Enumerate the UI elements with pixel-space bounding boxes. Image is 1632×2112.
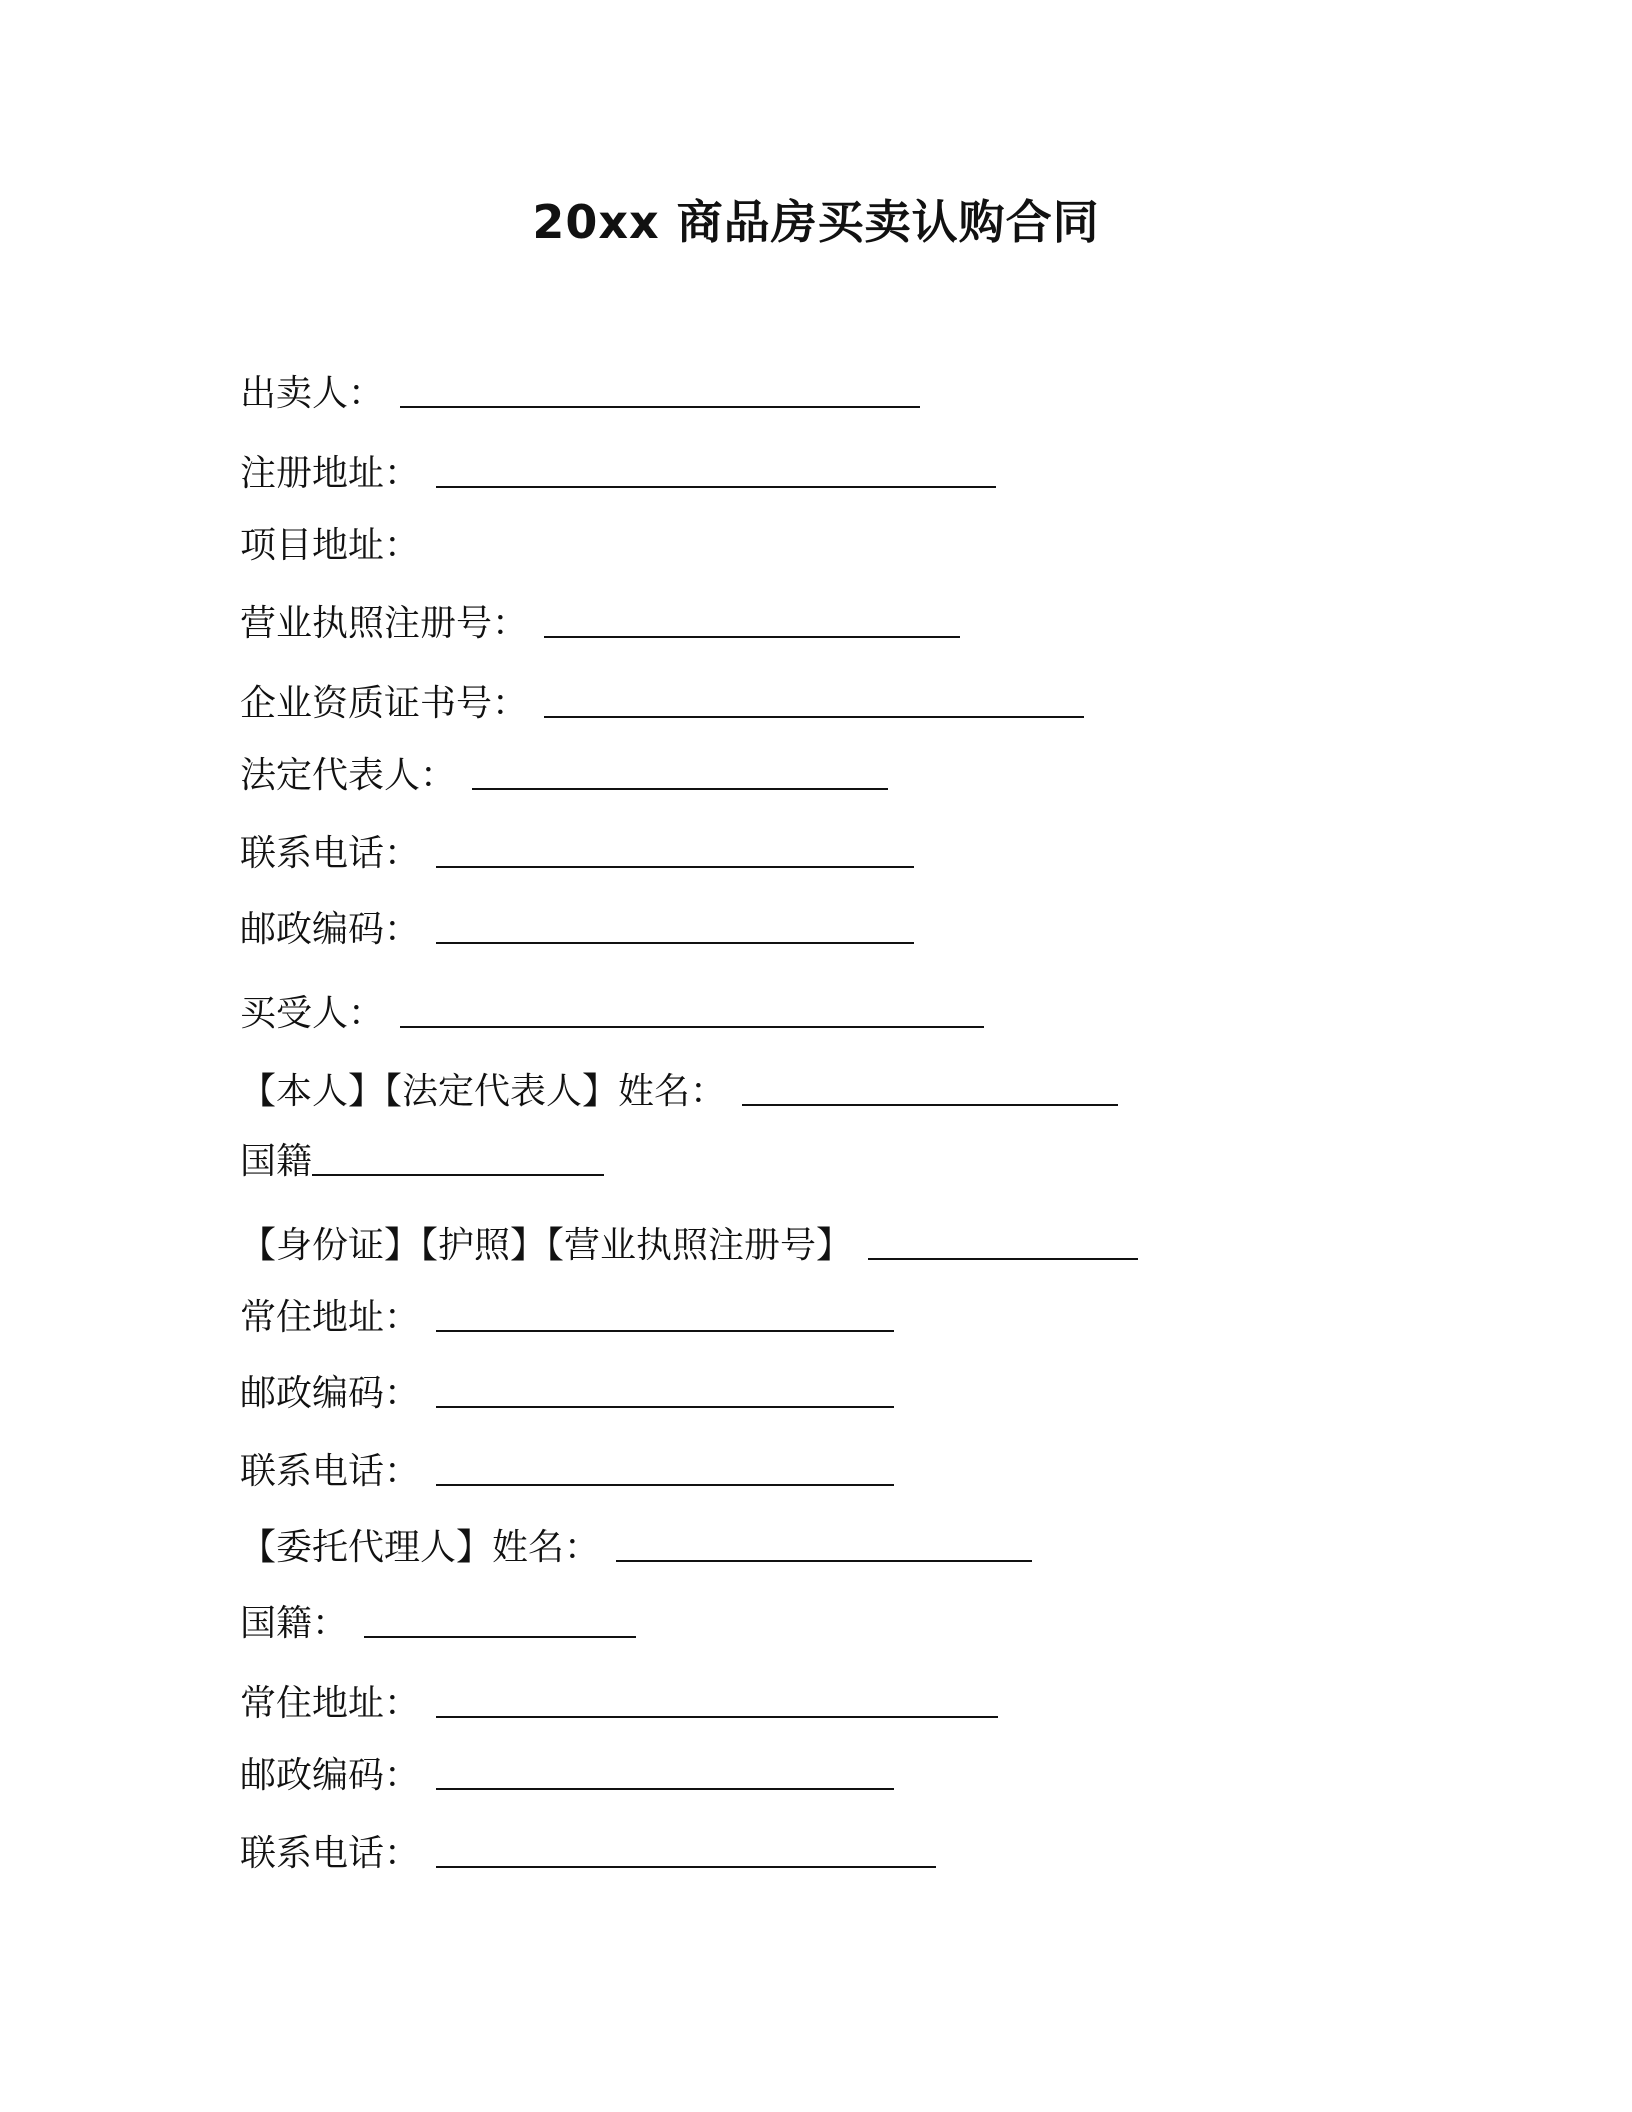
buyer-id-blank[interactable] bbox=[868, 1254, 1138, 1260]
buyer-postcode-blank[interactable] bbox=[436, 1402, 894, 1408]
seller-postcode-field bbox=[240, 906, 914, 954]
qualification-cert-label: 企业资质证书号： bbox=[240, 683, 529, 724]
buyer-phone-label: 联系电话： bbox=[240, 1451, 421, 1492]
agent-phone-label: 联系电话： bbox=[240, 1833, 421, 1874]
buyer-name-blank[interactable] bbox=[742, 1100, 1118, 1106]
legal-rep-field bbox=[240, 752, 888, 800]
buyer-id-field bbox=[240, 1222, 1138, 1270]
agent-name-blank[interactable] bbox=[616, 1556, 1032, 1562]
agent-postcode-field bbox=[240, 1752, 894, 1800]
page-title: 20xx 商品房买卖认购合同 bbox=[532, 195, 1100, 249]
seller-phone-label: 联系电话： bbox=[240, 833, 421, 874]
agent-address-label: 常住地址： bbox=[240, 1683, 421, 1724]
seller-blank[interactable] bbox=[400, 402, 920, 408]
business-license-field bbox=[240, 600, 960, 648]
buyer-blank[interactable] bbox=[400, 1022, 984, 1028]
buyer-address-label: 常住地址： bbox=[240, 1297, 421, 1338]
business-license-label: 营业执照注册号： bbox=[240, 603, 529, 644]
agent-name-label: 【委托代理人】姓名： bbox=[240, 1527, 601, 1568]
seller-postcode-label: 邮政编码： bbox=[240, 909, 421, 950]
buyer-field bbox=[240, 990, 984, 1038]
agent-address-field bbox=[240, 1680, 998, 1728]
agent-nationality-label: 国籍： bbox=[240, 1603, 349, 1644]
buyer-address-field bbox=[240, 1294, 894, 1342]
seller-field bbox=[240, 370, 920, 418]
project-address-label: 项目地址： bbox=[240, 525, 421, 566]
legal-rep-blank[interactable] bbox=[472, 784, 888, 790]
registered-address-blank[interactable] bbox=[436, 482, 996, 488]
agent-nationality-blank[interactable] bbox=[364, 1632, 636, 1638]
seller-phone-blank[interactable] bbox=[436, 862, 914, 868]
qualification-cert-blank[interactable] bbox=[544, 712, 1084, 718]
buyer-postcode-label: 邮政编码： bbox=[240, 1373, 421, 1414]
registered-address-label: 注册地址： bbox=[240, 453, 421, 494]
agent-nationality-field bbox=[240, 1600, 636, 1648]
agent-postcode-blank[interactable] bbox=[436, 1784, 894, 1790]
buyer-nationality-blank[interactable] bbox=[312, 1170, 604, 1176]
seller-postcode-blank[interactable] bbox=[436, 938, 914, 944]
buyer-id-label: 【身份证】【护照】【营业执照注册号】 bbox=[240, 1225, 853, 1266]
seller-label: 出卖人： bbox=[240, 373, 385, 414]
seller-phone-field bbox=[240, 830, 914, 878]
agent-name-field bbox=[240, 1524, 1032, 1572]
buyer-nationality-field bbox=[240, 1138, 604, 1186]
agent-phone-field bbox=[240, 1830, 936, 1878]
agent-phone-blank[interactable] bbox=[436, 1862, 936, 1868]
agent-postcode-label: 邮政编码： bbox=[240, 1755, 421, 1796]
qualification-cert-field bbox=[240, 680, 1084, 728]
project-address-field bbox=[240, 522, 420, 570]
buyer-address-blank[interactable] bbox=[436, 1326, 894, 1332]
buyer-name-label: 【本人】【法定代表人】姓名： bbox=[240, 1071, 727, 1112]
buyer-phone-blank[interactable] bbox=[436, 1480, 894, 1486]
agent-address-blank[interactable] bbox=[436, 1712, 998, 1718]
legal-rep-label: 法定代表人： bbox=[240, 755, 457, 796]
buyer-phone-field bbox=[240, 1448, 894, 1496]
business-license-blank[interactable] bbox=[544, 632, 960, 638]
buyer-postcode-field bbox=[240, 1370, 894, 1418]
buyer-label: 买受人： bbox=[240, 993, 385, 1034]
registered-address-field bbox=[240, 450, 996, 498]
buyer-nationality-label: 国籍 bbox=[240, 1141, 313, 1182]
buyer-name-field bbox=[240, 1068, 1118, 1116]
